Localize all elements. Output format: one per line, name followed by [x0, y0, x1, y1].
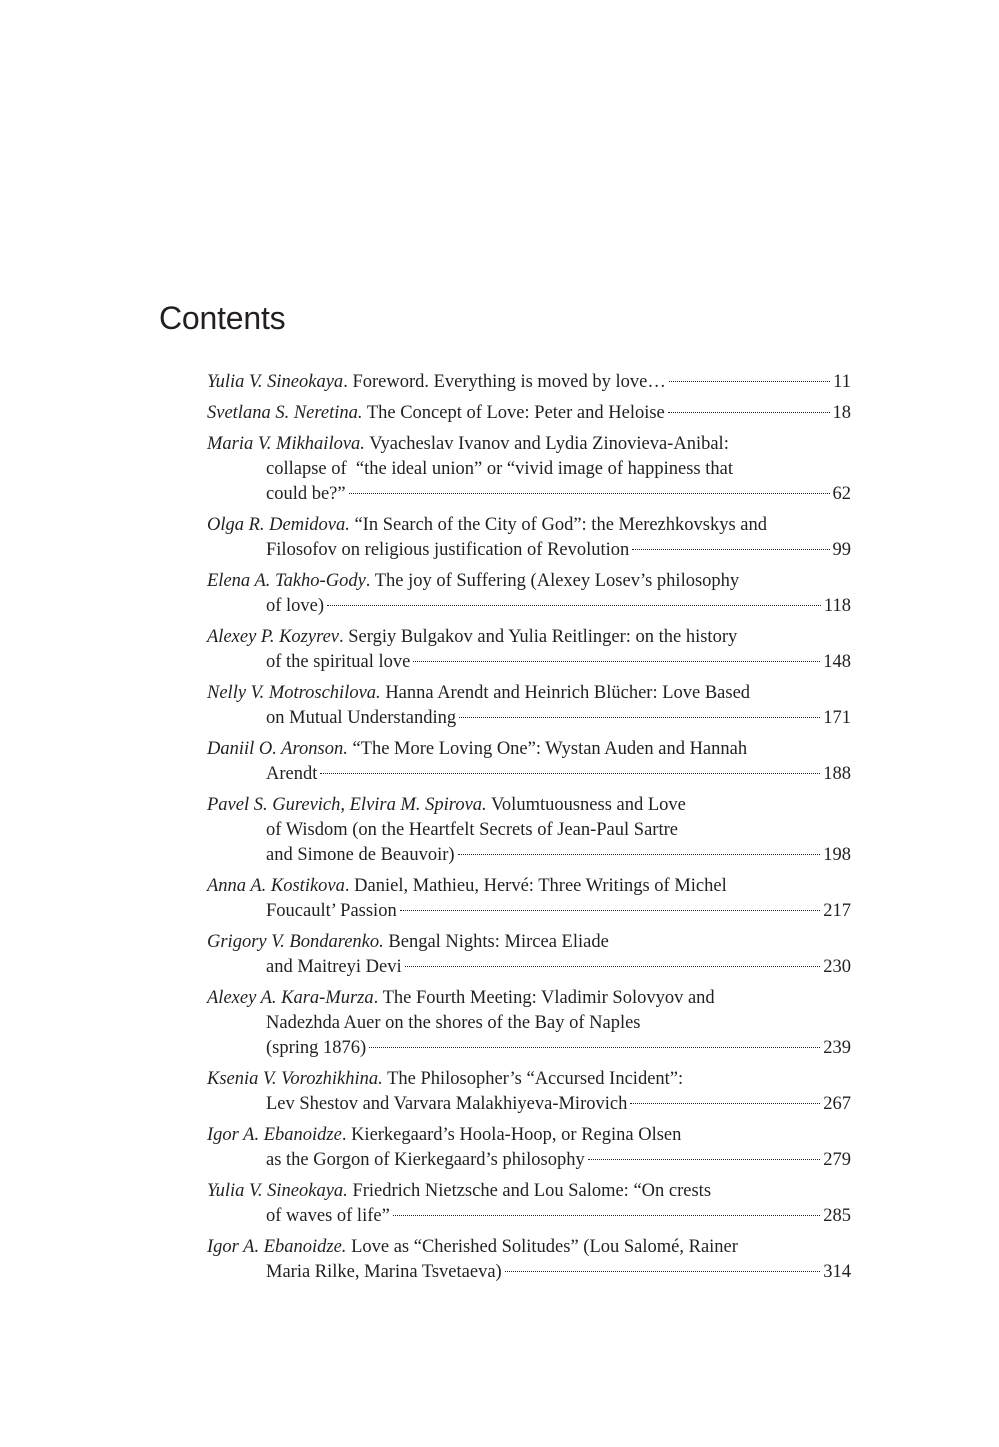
toc-entry-text [266, 1260, 502, 1285]
toc-entry [207, 1179, 851, 1229]
toc-entry-title: Love as “Cherished Solitudes” (Lou Salomé, Rainer [351, 1237, 738, 1257]
toc-entry-text [266, 459, 733, 479]
dot-leader [400, 910, 821, 911]
page-number: 171 [823, 708, 851, 728]
toc-entry-title: could be?” [266, 484, 346, 504]
toc-entry-line [207, 1179, 851, 1204]
toc-entry-line [207, 681, 851, 706]
toc-entry-separator: . [373, 988, 383, 1008]
toc-entry-title: Kierkegaard’s Hoola-Hoop, or Regina Olsen [351, 1125, 682, 1145]
dot-leader [413, 661, 820, 662]
toc-entry-title: on Mutual Understanding [266, 708, 457, 728]
page-number: 279 [823, 1150, 851, 1170]
toc-entry-line [207, 1011, 851, 1036]
dot-leader [632, 549, 829, 550]
page-number: 198 [823, 845, 851, 865]
toc-entry-text [266, 706, 456, 731]
toc-entry-title: and Maitreyi Devi [266, 957, 402, 977]
toc-entry-author: Grigory V. Bondarenko. [207, 932, 384, 952]
toc-entry-text [207, 795, 686, 815]
toc-entry-text [266, 1036, 366, 1061]
toc-entry-text [207, 1237, 738, 1257]
toc-entry-text [207, 401, 665, 426]
page-number: 230 [823, 957, 851, 977]
toc-entry-text [266, 482, 346, 507]
toc-entry-line [207, 370, 851, 395]
toc-entry-line [207, 1067, 851, 1092]
toc-entry-separator: . [339, 627, 349, 647]
toc-entry-title: (spring 1876) [266, 1038, 367, 1058]
toc-entry-title: Bengal Nights: Mircea Eliade [388, 932, 609, 952]
dot-leader [320, 773, 820, 774]
toc-entry-line [207, 1260, 851, 1285]
toc-entry-title: The Fourth Meeting: Vladimir Solovyov and [382, 988, 715, 1008]
toc-entry-author: Yulia V. Sineokaya. [207, 1181, 348, 1201]
toc-entry-line [207, 1092, 851, 1117]
toc-entry-text [266, 1013, 641, 1033]
toc-entry-line [207, 762, 851, 787]
toc-entry-title: of the spiritual love [266, 652, 411, 672]
toc-entry-title: Foreword. Everything is moved by love… [352, 372, 666, 392]
toc-entry-separator: . [343, 372, 353, 392]
toc-entry-author: Pavel S. Gurevich, Elvira M. Spirova. [207, 795, 487, 815]
toc-entry [207, 1123, 851, 1173]
toc-entry-text [207, 627, 737, 647]
dot-leader [393, 1215, 820, 1216]
toc-entry-line [207, 737, 851, 762]
toc-entry-author: Olga R. Demidova. [207, 515, 350, 535]
toc-entry-line [207, 594, 851, 619]
toc-entry-text [266, 762, 317, 787]
toc-entry-line [207, 874, 851, 899]
toc-entry-text [207, 1125, 681, 1145]
toc-entry-title: Maria Rilke, Marina Tsvetaeva) [266, 1262, 502, 1282]
toc-entry-text [207, 932, 609, 952]
toc-entry-line [207, 818, 851, 843]
toc-entry [207, 1067, 851, 1117]
toc-entry-line [207, 1235, 851, 1260]
toc-entry [207, 874, 851, 924]
toc-entry-author: Svetlana S. Neretina. [207, 403, 363, 423]
table-of-contents [207, 370, 851, 1291]
page-number: 239 [823, 1038, 851, 1058]
toc-entry-line [207, 986, 851, 1011]
toc-entry-author: Igor A. Ebanoidze. [207, 1237, 347, 1257]
toc-entry-title: Friedrich Nietzsche and Lou Salome: “On crests [352, 1181, 712, 1201]
toc-entry-separator: . [365, 571, 375, 591]
toc-entry-title: Daniel, Mathieu, Hervé: Three Writings of Michel [354, 876, 727, 896]
toc-entry [207, 737, 851, 787]
toc-entry-title: as the Gorgon of Kierkegaard’s philosophy [266, 1150, 585, 1170]
toc-entry-line [207, 625, 851, 650]
toc-entry-author: Ksenia V. Vorozhikhina. [207, 1069, 383, 1089]
toc-entry-title: Filosofov on religious justification of Revolution [266, 540, 630, 560]
toc-entry-text [207, 370, 666, 395]
toc-entry-author: Daniil O. Aronson. [207, 739, 348, 759]
toc-entry-author: Anna A. Kostikova [207, 876, 345, 896]
toc-entry-text [207, 434, 729, 454]
toc-entry [207, 569, 851, 619]
toc-entry-line [207, 1036, 851, 1061]
page-number: 62 [832, 484, 851, 504]
toc-entry-text [266, 843, 455, 868]
toc-entry-text [266, 899, 397, 924]
dot-leader [405, 966, 821, 967]
toc-entry-text [207, 876, 727, 896]
page-number: 11 [833, 372, 851, 392]
toc-entry [207, 625, 851, 675]
page-number: 267 [823, 1094, 851, 1114]
toc-entry [207, 793, 851, 868]
toc-entry-text [266, 594, 324, 619]
toc-entry [207, 681, 851, 731]
toc-entry-text [207, 571, 739, 591]
toc-entry-line [207, 899, 851, 924]
toc-entry-text [207, 1069, 683, 1089]
toc-entry-text [207, 1181, 711, 1201]
toc-entry-text [266, 820, 678, 840]
toc-entry [207, 1235, 851, 1285]
toc-entry-title: Foucault’ Passion [266, 901, 397, 921]
toc-entry [207, 370, 851, 395]
toc-entry-title: “The More Loving One”: Wystan Auden and Hannah [352, 739, 748, 759]
toc-entry-text [207, 988, 715, 1008]
toc-entry-title: “In Search of the City of God”: the Merezhkovskys and [354, 515, 768, 535]
toc-entry-text [266, 1148, 585, 1173]
toc-entry-title: of waves of life” [266, 1206, 390, 1226]
page-number: 314 [823, 1262, 851, 1282]
toc-entry [207, 986, 851, 1061]
toc-entry-line [207, 1148, 851, 1173]
page-number: 285 [823, 1206, 851, 1226]
page-number: 188 [823, 764, 851, 784]
page-number: 217 [823, 901, 851, 921]
toc-entry-separator: . [341, 1125, 352, 1145]
toc-entry-title: Hanna Arendt and Heinrich Blücher: Love Based [385, 683, 751, 703]
toc-entry-title: and Simone de Beauvoir) [266, 845, 455, 865]
dot-leader [669, 381, 830, 382]
toc-entry-author: Yulia V. Sineokaya [207, 372, 344, 392]
toc-entry-author: Alexey P. Kozyrev [207, 627, 340, 647]
dot-leader [349, 493, 830, 494]
toc-entry-line [207, 457, 851, 482]
toc-entry-title: Volumtuousness and Love [490, 795, 686, 815]
toc-entry-text [266, 538, 629, 563]
toc-entry-line [207, 569, 851, 594]
toc-entry-author: Maria V. Mikhailova. [207, 434, 365, 454]
toc-entry [207, 432, 851, 507]
toc-entry-line [207, 843, 851, 868]
toc-entry-separator: . [344, 876, 355, 896]
dot-leader [458, 854, 821, 855]
toc-entry-title: Lev Shestov and Varvara Malakhiyeva-Mirovich [266, 1094, 628, 1114]
dot-leader [630, 1103, 820, 1104]
toc-entry-text [207, 683, 750, 703]
toc-entry-text [266, 650, 410, 675]
toc-entry-title: Nadezhda Auer on the shores of the Bay of Naples [266, 1013, 641, 1033]
toc-entry-title: Arendt [266, 764, 318, 784]
toc-entry-title: of Wisdom (on the Heartfelt Secrets of Jean-Paul Sartre [266, 820, 678, 840]
toc-entry-title: The Philosopher’s “Accursed Incident”: [387, 1069, 684, 1089]
toc-entry [207, 513, 851, 563]
toc-entry-title: Vyacheslav Ivanov and Lydia Zinovieva-Anibal: [369, 434, 729, 454]
dot-leader [327, 605, 821, 606]
toc-entry-line [207, 955, 851, 980]
dot-leader [459, 717, 820, 718]
toc-entry-text [266, 1204, 390, 1229]
toc-entry-line [207, 1204, 851, 1229]
toc-entry-line [207, 706, 851, 731]
page-title: Contents [159, 300, 286, 336]
toc-entry-line [207, 930, 851, 955]
toc-entry-title: Sergiy Bulgakov and Yulia Reitlinger: on the history [348, 627, 738, 647]
toc-entry-title: of love) [266, 596, 325, 616]
toc-entry-line [207, 793, 851, 818]
page-number: 18 [832, 403, 851, 423]
toc-entry-text [207, 739, 747, 759]
dot-leader [505, 1271, 821, 1272]
toc-entry-text [266, 1092, 627, 1117]
toc-entry-line [207, 482, 851, 507]
page-number: 118 [823, 596, 851, 616]
toc-entry-text [207, 515, 767, 535]
toc-entry-title: The Concept of Love: Peter and Heloise [366, 403, 665, 423]
toc-entry-line [207, 432, 851, 457]
toc-entry-author: Elena A. Takho-Gody [207, 571, 366, 591]
dot-leader [668, 412, 830, 413]
toc-entry [207, 401, 851, 426]
toc-entry-line [207, 650, 851, 675]
toc-entry-author: Alexey A. Kara-Murza [207, 988, 374, 1008]
toc-entry-line [207, 513, 851, 538]
toc-entry-line [207, 1123, 851, 1148]
dot-leader [588, 1159, 821, 1160]
toc-entry-line [207, 538, 851, 563]
toc-entry-title: collapse of “the ideal union” or “vivid image of happiness that [266, 459, 733, 479]
toc-entry-text [266, 955, 402, 980]
toc-entry-author: Igor A. Ebanoidze [207, 1125, 342, 1145]
dot-leader [369, 1047, 820, 1048]
toc-entry-line [207, 401, 851, 426]
toc-entry-title: The joy of Suffering (Alexey Losev’s philosophy [374, 571, 740, 591]
toc-entry-author: Nelly V. Motroschilova. [207, 683, 381, 703]
page-number: 99 [832, 540, 851, 560]
page-number: 148 [823, 652, 851, 672]
toc-entry [207, 930, 851, 980]
